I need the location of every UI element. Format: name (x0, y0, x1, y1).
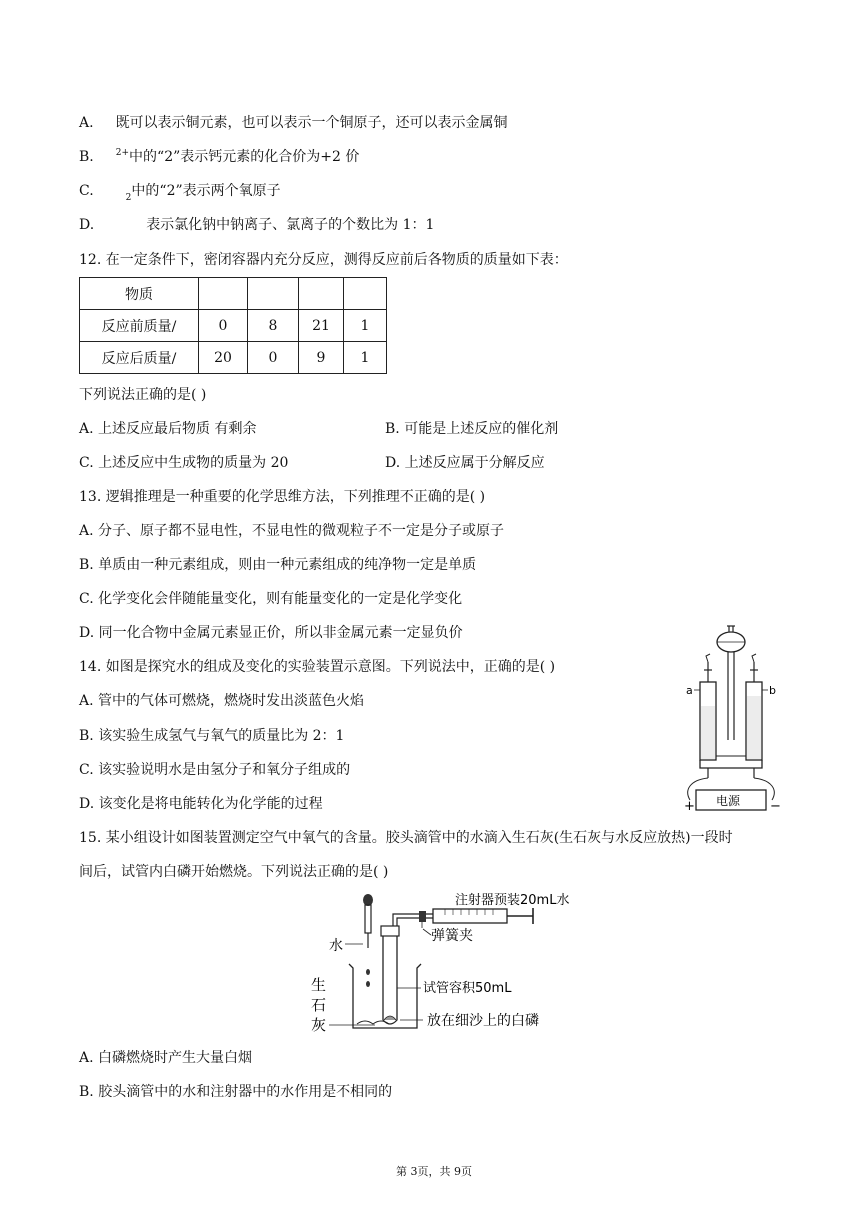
q11-option-a-text: 既可以表示铜元素，也可以表示一个铜原子，还可以表示金属铜 (115, 115, 508, 131)
plus-terminal-label: + (684, 799, 695, 814)
page-footer: 第 3页，共 9页 (396, 1165, 472, 1178)
electrolysis-apparatus-diagram (680, 620, 790, 815)
test-tube-volume-label: 试管容积50mL (423, 981, 512, 996)
q14-option-b: B. 该实验生成氢气与氧气的质量比为 2：1 (79, 728, 345, 744)
q14-option-a: A. 管中的气体可燃烧，燃烧时发出淡蓝色火焰 (79, 693, 365, 709)
q11-option-c-letter: C. (79, 183, 94, 199)
q11-option-a (79, 114, 508, 132)
white-phosphorus-label: 放在细沙上的白磷 (427, 1013, 539, 1029)
q13-option-b: B. 单质由一种元素组成，则由一种元素组成的纯净物一定是单质 (79, 557, 477, 573)
syringe-label: 注射器预装20mL水 (455, 893, 570, 908)
q12-stem: 12. 在一定条件下，密闭容器内充分反应，测得反应前后各物质的质量如下表： (79, 252, 568, 268)
table-cell: 反应后质量/ (80, 342, 199, 374)
table-cell (299, 278, 344, 310)
q14-option-d: D. 该变化是将电能转化为化学能的过程 (79, 796, 323, 812)
lime-label-2: 石 (311, 996, 327, 1014)
q13-stem: 13. 逻辑推理是一种重要的化学思维方法，下列推理不正确的是( ) (79, 489, 486, 505)
table-cell: 1 (344, 342, 387, 374)
q11-option-d-text: 表示氯化钠中钠离子、氯离子的个数比为 1：1 (146, 217, 435, 233)
q13-option-c: C. 化学变化会伴随能量变化，则有能量变化的一定是化学变化 (79, 591, 463, 607)
q11-option-c-subscript: 2 (125, 193, 132, 203)
q11-option-d (79, 216, 434, 234)
clamp-label: 弹簧夹 (431, 928, 473, 944)
table-cell: 物质 (80, 278, 199, 310)
q13-option-d: D. 同一化合物中金属元素显正价，所以非金属元素一定显负价 (79, 625, 463, 641)
q11-option-b (79, 148, 359, 168)
table-cell (248, 278, 299, 310)
table-cell (199, 278, 248, 310)
q12-option-d: D. 上述反应属于分解反应 (385, 455, 545, 471)
tube-b-label: b (769, 684, 776, 697)
table-cell: 8 (248, 310, 299, 342)
table-cell (344, 278, 387, 310)
power-supply-label: 电源 (716, 794, 741, 808)
minus-terminal-label: − (770, 799, 781, 814)
q11-option-b-superscript: 2+ (115, 148, 130, 158)
q11-option-a-letter: A. (79, 115, 94, 131)
lime-label-3: 灰 (311, 1016, 327, 1034)
q11-option-c (79, 182, 281, 202)
table-cell: 1 (344, 310, 387, 342)
table-cell: 反应前质量/ (80, 310, 199, 342)
table-row (80, 310, 387, 342)
q15-stem-line-2: 间后，试管内白磷开始燃烧。下列说法正确的是( ) (79, 864, 389, 880)
lime-label-1: 生 (311, 976, 327, 994)
q11-option-b-text: 中的“2”表示钙元素的化合价为+2 价 (129, 149, 360, 165)
q12-option-a: A. 上述反应最后物质 有剩余 (79, 421, 257, 437)
q12-prompt: 下列说法正确的是( ) (79, 387, 207, 403)
q11-option-c-text: 中的“2”表示两个氧原子 (131, 183, 281, 199)
water-label: 水 (329, 938, 343, 954)
table-cell: 0 (248, 342, 299, 374)
q15-option-b: B. 胶头滴管中的水和注射器中的水作用是不相同的 (79, 1084, 393, 1100)
q12-mass-table (79, 277, 387, 374)
q11-option-b-letter: B. (79, 149, 94, 165)
table-cell: 21 (299, 310, 344, 342)
q14-stem: 14. 如图是探究水的组成及变化的实验装置示意图。下列说法中，正确的是( ) (79, 659, 556, 675)
table-cell: 20 (199, 342, 248, 374)
table-cell: 0 (199, 310, 248, 342)
q12-option-b: B. 可能是上述反应的催化剂 (385, 421, 559, 437)
q11-option-d-letter: D. (79, 217, 95, 233)
table-row (80, 342, 387, 374)
oxygen-measurement-apparatus-diagram (305, 892, 570, 1042)
q15-stem-line-1: 15. 某小组设计如图装置测定空气中氧气的含量。胶头滴管中的水滴入生石灰(生石灰与水反应放热)一段时 (79, 830, 733, 846)
q13-option-a: A. 分子、原子都不显电性，不显电性的微观粒子不一定是分子或原子 (79, 523, 505, 539)
table-cell: 9 (299, 342, 344, 374)
q14-option-c: C. 该实验说明水是由氢分子和氧分子组成的 (79, 762, 351, 778)
q12-option-c: C. 上述反应中生成物的质量为 20 (79, 455, 289, 471)
q15-option-a: A. 白磷燃烧时产生大量白烟 (79, 1050, 253, 1066)
table-row (80, 278, 387, 310)
tube-a-label: a (686, 684, 693, 697)
